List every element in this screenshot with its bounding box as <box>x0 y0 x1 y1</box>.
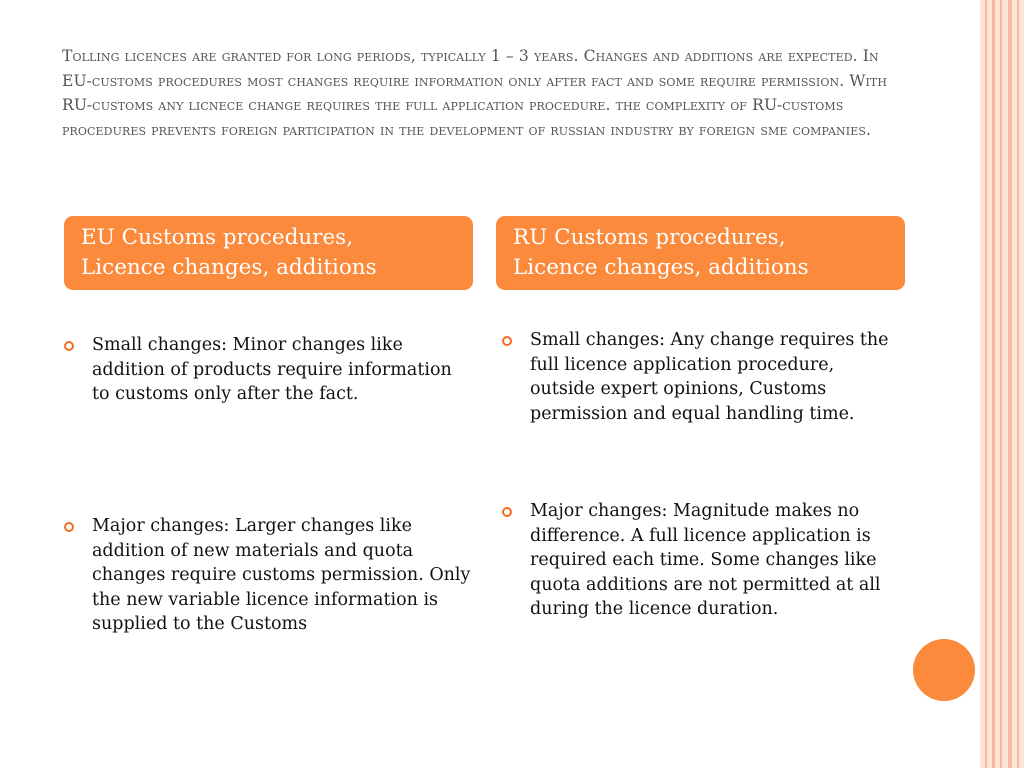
list-item <box>502 328 900 426</box>
bullet-text: Major changes: Magnitude makes no difference. A full licence application is required each time. Some changes like quota additions are not permitted at all during the licence duration. <box>530 501 881 620</box>
stripe <box>992 0 995 768</box>
eu-column-header <box>64 216 473 290</box>
eu-header-line-2: Licence changes, additions <box>81 255 377 280</box>
decorative-circle <box>913 639 975 701</box>
bullet-circle-icon <box>64 522 74 532</box>
bullet-circle-icon <box>64 341 74 351</box>
bullet-text: Major changes: Larger changes like addition of new materials and quota changes require customs permission. Only the new variable licence information is supplied to the Customs <box>92 516 471 635</box>
bullet-circle-icon <box>502 507 512 517</box>
stripe <box>985 0 987 768</box>
ru-header-line-2: Licence changes, additions <box>513 255 809 280</box>
list-item <box>502 499 900 622</box>
stripe <box>1000 0 1002 768</box>
stripe <box>1008 0 1012 768</box>
decorative-side-stripes <box>980 0 1024 768</box>
stripe <box>1017 0 1019 768</box>
ru-header-line-1: RU Customs procedures, <box>513 225 786 250</box>
slide-title: Tolling licences are granted for long periods, typically 1 – 3 years. Changes and additions are expected. In EU-customs procedures most changes require information only after fact and some require permission. With RU-customs any licnece change requires the full application procedure. the complexity of RU-customs procedures prevents foreign participation in the development of russian industry by foreign sme companies. <box>62 47 888 139</box>
bullet-text: Small changes: Any change requires the full licence application procedure, outside expert opinions, Customs permission and equal handling time. <box>530 330 889 424</box>
list-item <box>64 514 472 637</box>
bullet-text: Small changes: Minor changes like addition of products require information to customs only after the fact. <box>92 335 452 405</box>
eu-header-line-1: EU Customs procedures, <box>81 225 354 250</box>
list-item <box>64 333 472 407</box>
ru-column-header <box>496 216 905 290</box>
bullet-circle-icon <box>502 336 512 346</box>
